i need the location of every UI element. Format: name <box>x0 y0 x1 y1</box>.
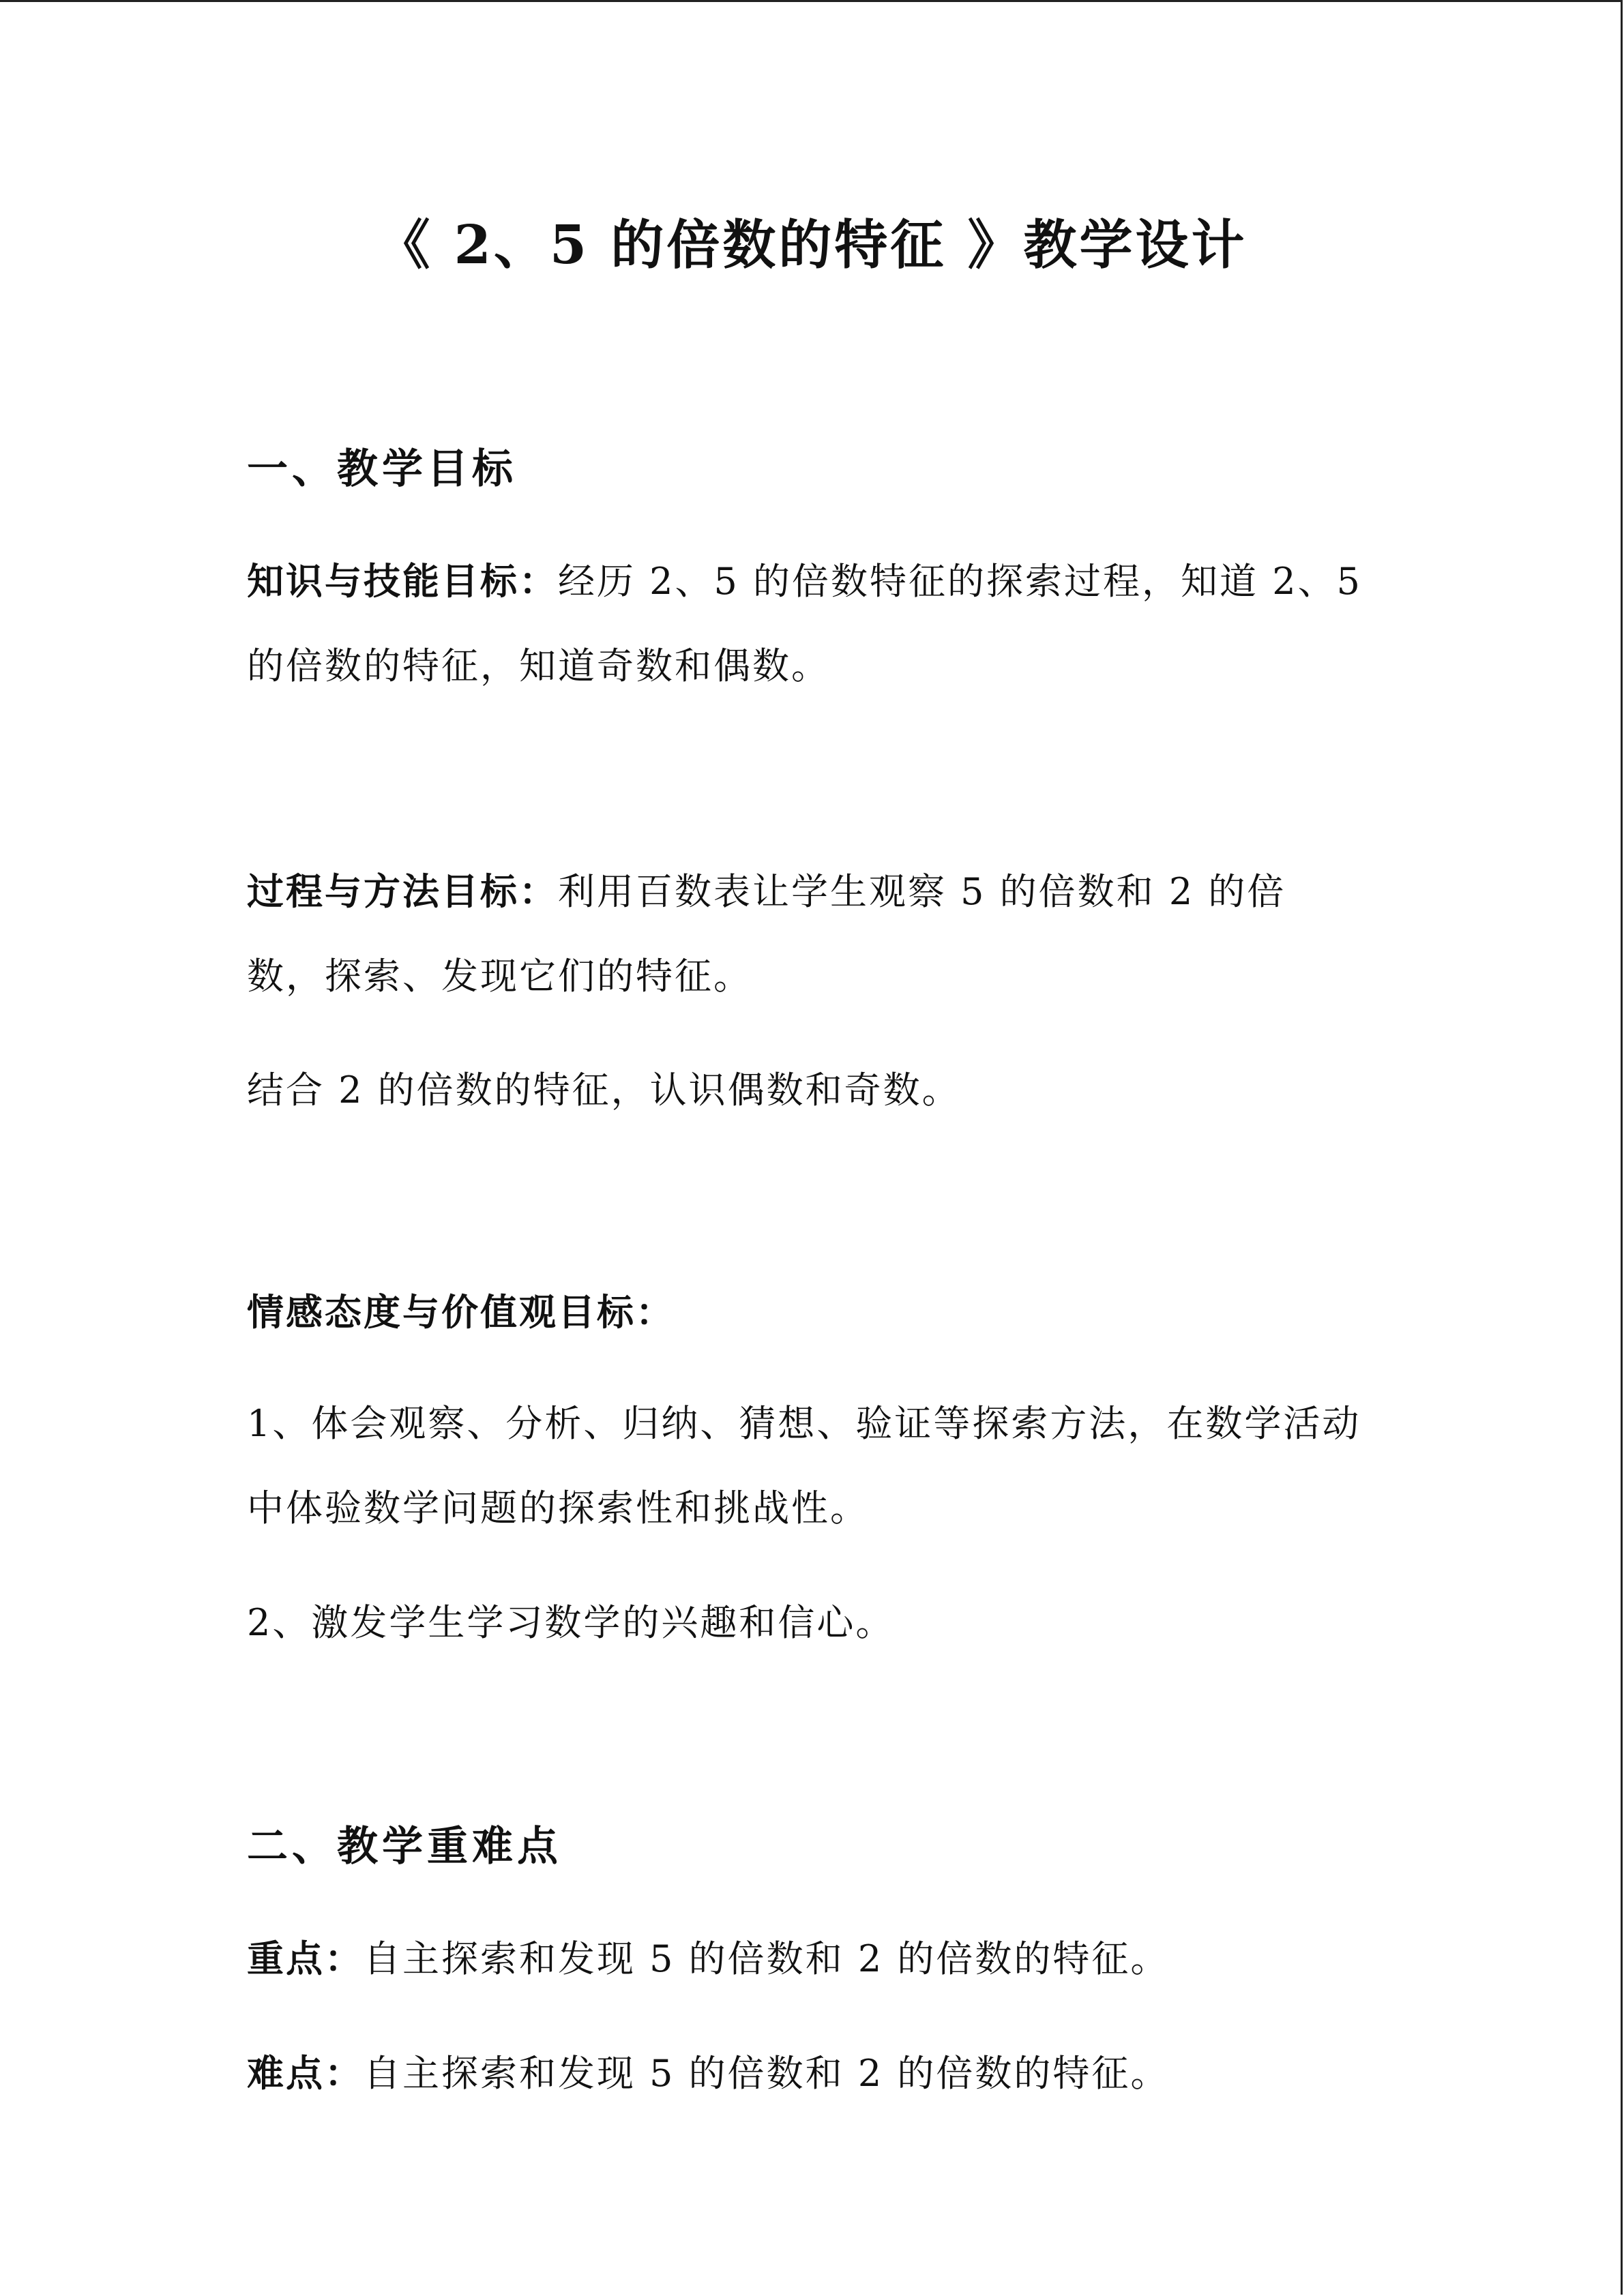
knowledge-goal-text: 经历 2、5 的倍数特征的探索过程，知道 2、5 的倍数的特征，知道奇数和偶数。 <box>247 560 1362 687</box>
section-heading-key-points: 二、教学重难点 <box>247 1823 562 1870</box>
emotion-goal-label <box>247 1270 1379 1355</box>
paragraph-difficulty <box>247 2031 1379 2116</box>
paragraph-key-point <box>247 1916 1379 2001</box>
difficulty-label: 难点： <box>247 2051 364 2095</box>
document-title: 《 2、5 的倍数的特征 》教学设计 <box>377 214 1247 276</box>
emotion-goal-item-2: 2、激发学生学习数学的兴趣和信心。 <box>247 1601 895 1644</box>
paragraph-process-extra: 结合 2 的倍数的特征，认识偶数和奇数。 <box>247 1069 961 1112</box>
emotion-goal-item-1: 1、体会观察、分析、归纳、猜想、验证等探索方法，在数学活动中体验数学问题的探索性和挑战性。 <box>247 1402 1361 1530</box>
key-point-text: 自主探索和发现 5 的倍数和 2 的倍数的特征。 <box>364 1937 1170 1980</box>
paragraph-knowledge-goal <box>247 539 1365 709</box>
process-goal-text: 利用百数表让学生观察 5 的倍数和 2 的倍数，探索、发现它们的特征。 <box>247 870 1286 998</box>
paragraph-process-goal <box>247 849 1338 1019</box>
difficulty-text: 自主探索和发现 5 的倍数和 2 的倍数的特征。 <box>364 2052 1170 2095</box>
emotion-goal-label-text: 情感态度与价值观目标： <box>247 1290 675 1334</box>
knowledge-goal-label: 知识与技能目标： <box>247 559 558 603</box>
section-heading-teaching-goals: 一、教学目标 <box>247 445 517 493</box>
process-goal-label: 过程与方法目标： <box>247 869 558 913</box>
key-point-label: 重点： <box>247 1937 364 1980</box>
